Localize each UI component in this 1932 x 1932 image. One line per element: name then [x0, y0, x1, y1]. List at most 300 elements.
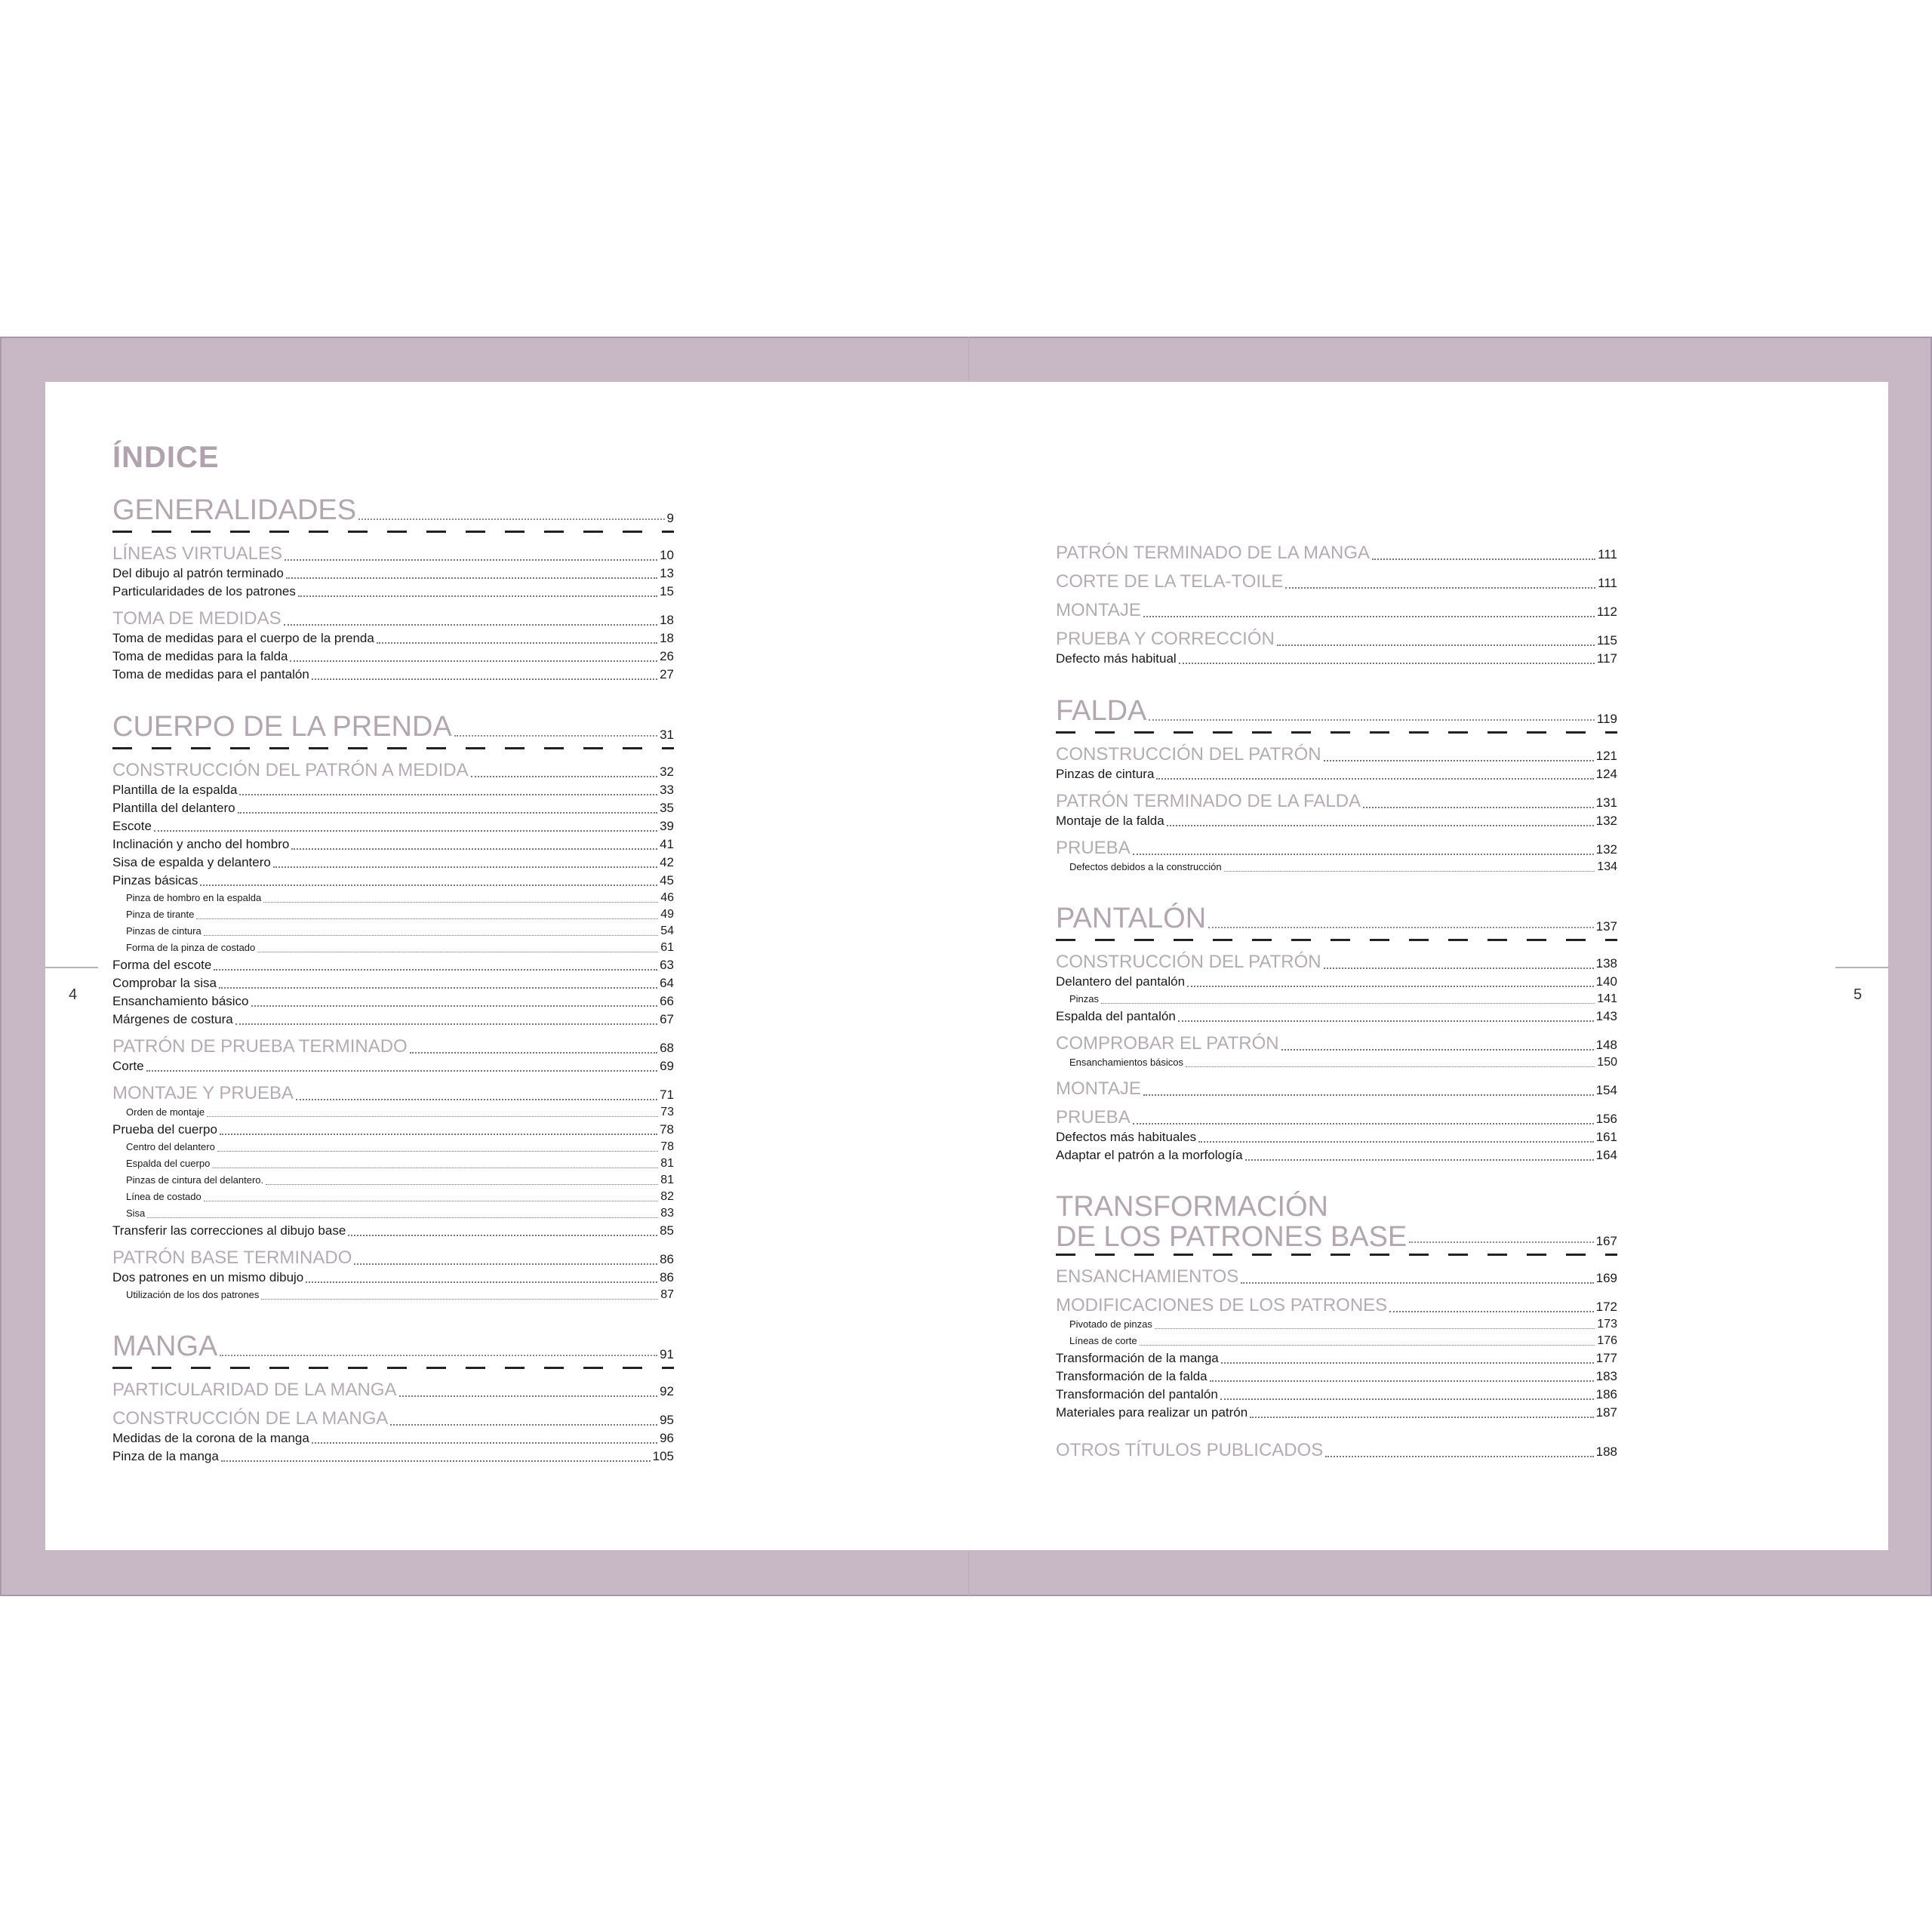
entry-title: MONTAJE: [1056, 600, 1141, 620]
entry-page: 140: [1595, 974, 1617, 989]
entry-page: 27: [660, 667, 674, 681]
dot-leader: [1186, 1066, 1595, 1067]
dot-leader: [263, 902, 658, 903]
section-heading[interactable]: [112, 760, 674, 781]
spacer: [1056, 1422, 1617, 1432]
entry-title: ENSANCHAMIENTOS: [1056, 1266, 1239, 1287]
toc-left-list: [112, 491, 674, 1466]
dot-leader: [239, 794, 657, 795]
entry-title: Espalda del cuerpo: [126, 1158, 211, 1169]
section-heading[interactable]: [1056, 952, 1617, 973]
entry-page: 68: [660, 1041, 674, 1055]
entry-page: 81: [660, 1174, 674, 1186]
entry-title: CORTE DE LA TELA-TOILE: [1056, 571, 1284, 592]
dot-leader: [266, 1184, 658, 1185]
subsection-entry[interactable]: [1056, 1008, 1617, 1026]
entry-title: Toma de medidas para el pantalón: [112, 667, 309, 681]
dot-leader: [1210, 1380, 1594, 1382]
section-heading[interactable]: [1056, 1266, 1617, 1287]
dot-leader: [207, 1116, 658, 1117]
dot-leader: [1133, 1123, 1594, 1124]
entry-page: 54: [660, 924, 674, 937]
entry-title: Líneas de corte: [1069, 1335, 1137, 1346]
entry-page: 61: [660, 941, 674, 954]
dot-leader: [251, 1005, 658, 1007]
entry-title: Forma de la pinza de costado: [126, 942, 256, 953]
minor-entry[interactable]: [112, 1139, 674, 1155]
entry-page: 86: [660, 1270, 674, 1284]
minor-entry[interactable]: [112, 906, 674, 923]
dashed-rule: [1056, 731, 1617, 734]
dot-leader: [1179, 663, 1595, 664]
section-heading[interactable]: [1056, 1078, 1617, 1100]
entry-title: Dos patrones en un mismo dibujo: [112, 1270, 304, 1284]
entry-title: Transferir las correcciones al dibujo base: [112, 1223, 346, 1238]
entry-page: 117: [1596, 651, 1617, 666]
entry-page: 141: [1597, 992, 1617, 1005]
dot-leader: [154, 830, 657, 832]
entry-title: Utilización de los dos patrones: [126, 1289, 260, 1300]
entry-page: 63: [660, 958, 674, 972]
entry-title: PATRÓN DE PRUEBA TERMINADO: [112, 1036, 408, 1057]
entry-page: 188: [1595, 1444, 1617, 1459]
entry-title: PRUEBA Y CORRECCIÓN: [1056, 629, 1275, 649]
dot-leader: [235, 1023, 657, 1025]
chapter-heading[interactable]: [1056, 692, 1617, 730]
entry-page: 124: [1595, 767, 1617, 781]
dot-leader: [1187, 986, 1594, 987]
chapter-heading[interactable]: [1056, 1222, 1617, 1252]
dot-leader: [1101, 1003, 1595, 1004]
entry-page: 42: [660, 855, 674, 869]
dot-leader: [146, 1070, 658, 1072]
left-page-number: 4: [69, 986, 78, 1003]
entry-page: 82: [660, 1190, 674, 1203]
entry-title: Materiales para realizar un patrón: [1056, 1405, 1248, 1420]
entry-title: CONSTRUCCIÓN DEL PATRÓN: [1056, 952, 1321, 972]
dot-leader: [410, 1052, 657, 1054]
entry-page: 176: [1597, 1334, 1617, 1347]
minor-entry[interactable]: [112, 890, 674, 906]
dot-leader: [1277, 645, 1595, 646]
section-heading[interactable]: [1056, 791, 1617, 812]
dot-leader: [220, 1134, 657, 1135]
subsection-entry[interactable]: [1056, 1146, 1617, 1164]
entry-title: OTROS TÍTULOS PUBLICADOS: [1056, 1440, 1324, 1460]
dot-leader: [284, 624, 657, 626]
dot-leader: [1149, 719, 1595, 721]
dot-leader: [286, 577, 657, 579]
dot-leader: [1281, 1049, 1594, 1051]
dot-leader: [200, 884, 657, 886]
entry-page: 15: [660, 584, 674, 598]
subsection-entry[interactable]: [1056, 1349, 1617, 1367]
entry-title: CONSTRUCCIÓN DEL PATRÓN A MEDIDA: [112, 760, 469, 780]
section-heading[interactable]: [1056, 1295, 1617, 1316]
subsection-entry[interactable]: [112, 583, 674, 601]
entry-title: Centro del delantero: [126, 1141, 215, 1152]
entry-page: 172: [1595, 1300, 1617, 1314]
entry-title: CONSTRUCCIÓN DEL PATRÓN: [1056, 744, 1321, 764]
minor-entry[interactable]: [112, 1287, 674, 1303]
entry-page: 169: [1595, 1271, 1617, 1285]
entry-page: 78: [660, 1122, 674, 1137]
section-heading[interactable]: [1056, 1107, 1617, 1128]
section-heading[interactable]: [1056, 600, 1617, 621]
entry-title: PANTALÓN: [1056, 903, 1207, 934]
entry-title: Pinza de hombro en la espalda: [126, 892, 262, 903]
entry-page: 111: [1598, 547, 1617, 561]
subsection-entry[interactable]: [1056, 1367, 1617, 1386]
section-heading[interactable]: [1056, 571, 1617, 592]
subsection-entry[interactable]: [112, 1011, 674, 1029]
entry-title: Sisa: [126, 1208, 146, 1219]
dot-leader: [221, 1460, 651, 1462]
subsection-entry[interactable]: [1056, 650, 1617, 668]
entry-page: 164: [1595, 1148, 1617, 1162]
entry-title: DE LOS PATRONES BASE: [1056, 1221, 1407, 1253]
entry-title: Defectos debidos a la construcción: [1069, 861, 1222, 872]
chapter-heading[interactable]: [112, 491, 674, 529]
entry-page: 49: [660, 908, 674, 921]
entry-page: 187: [1595, 1405, 1617, 1420]
subsection-entry[interactable]: [112, 835, 674, 854]
section-heading[interactable]: [1056, 744, 1617, 765]
entry-title: Medidas de la corona de la manga: [112, 1431, 309, 1445]
entry-page: 32: [660, 764, 674, 779]
entry-page: 92: [660, 1384, 674, 1398]
section-heading[interactable]: [1056, 629, 1617, 650]
dot-leader: [1241, 1282, 1593, 1284]
entry-title: COMPROBAR EL PATRÓN: [1056, 1033, 1279, 1054]
dot-leader: [291, 848, 657, 850]
right-page-number: 5: [1854, 986, 1863, 1003]
entry-title: Escote: [112, 819, 152, 833]
subsection-entry[interactable]: [112, 781, 674, 799]
entry-title: Línea de costado: [126, 1191, 202, 1202]
dot-leader: [312, 1442, 657, 1444]
dot-leader: [377, 642, 657, 644]
entry-page: 45: [660, 873, 674, 888]
entry-page: 95: [660, 1413, 674, 1427]
entry-title: Pinzas de cintura: [126, 925, 202, 937]
dot-leader: [273, 866, 657, 868]
minor-entry[interactable]: [112, 1104, 674, 1121]
subsection-entry[interactable]: [1056, 765, 1617, 783]
subsection-entry[interactable]: [112, 799, 674, 817]
entry-title: Delantero del pantalón: [1056, 974, 1186, 989]
subsection-entry[interactable]: [112, 872, 674, 890]
dot-leader: [296, 1099, 657, 1100]
dot-leader: [1285, 587, 1595, 589]
dot-leader: [1198, 1141, 1593, 1143]
section-heading[interactable]: [112, 543, 674, 565]
entry-title: Montaje de la falda: [1056, 814, 1164, 828]
entry-page: 131: [1595, 795, 1617, 810]
entry-title: Márgenes de costura: [112, 1012, 233, 1026]
entry-title: Corte: [112, 1059, 144, 1073]
dashed-rule: [1056, 1254, 1617, 1256]
entry-page: 161: [1595, 1130, 1617, 1144]
dot-leader: [358, 518, 664, 520]
dot-leader: [1167, 825, 1594, 826]
entry-page: 143: [1595, 1009, 1617, 1023]
dot-leader: [471, 776, 657, 777]
entry-page: 148: [1595, 1038, 1617, 1052]
subsection-entry[interactable]: [112, 565, 674, 583]
entry-page: 46: [660, 891, 674, 904]
minor-entry[interactable]: [112, 940, 674, 956]
dot-leader: [261, 1299, 658, 1300]
entry-page: 156: [1595, 1112, 1617, 1126]
dashed-rule: [112, 747, 674, 749]
entry-title: PATRÓN BASE TERMINADO: [112, 1247, 352, 1268]
entry-page: 138: [1595, 956, 1617, 971]
entry-page: 87: [660, 1288, 674, 1301]
entry-title: LÍNEAS VIRTUALES: [112, 543, 282, 564]
section-heading[interactable]: [112, 1036, 674, 1057]
minor-entry[interactable]: [112, 923, 674, 940]
subsection-entry[interactable]: [112, 1121, 674, 1139]
subsection-entry[interactable]: [112, 974, 674, 992]
entry-title: Espalda del pantalón: [1056, 1009, 1176, 1023]
entry-title: Plantilla de la espalda: [112, 783, 238, 797]
entry-page: 134: [1597, 860, 1617, 873]
dot-leader: [196, 918, 658, 919]
subsection-entry[interactable]: [112, 956, 674, 974]
entry-title: MANGA: [112, 1331, 218, 1362]
entry-page: 177: [1595, 1351, 1617, 1365]
entry-page: 85: [660, 1223, 674, 1238]
entry-page: 73: [660, 1106, 674, 1118]
entry-title: MONTAJE: [1056, 1078, 1141, 1099]
minor-entry[interactable]: [1056, 859, 1617, 875]
minor-entry[interactable]: [112, 1189, 674, 1205]
dot-leader: [217, 1151, 658, 1152]
entry-title: Del dibujo al patrón terminado: [112, 566, 284, 580]
entry-page: 67: [660, 1012, 674, 1026]
dot-leader: [1250, 1417, 1593, 1418]
entry-title: Toma de medidas para la falda: [112, 649, 288, 663]
entry-title: PATRÓN TERMINADO DE LA FALDA: [1056, 791, 1361, 811]
entry-page: 18: [660, 631, 674, 645]
minor-entry[interactable]: [1056, 1333, 1617, 1349]
right-margin-rule: [1835, 967, 1888, 968]
entry-page: 86: [660, 1252, 674, 1266]
dot-leader: [1324, 760, 1594, 761]
entry-page: 41: [660, 837, 674, 851]
dot-leader: [219, 987, 657, 989]
entry-page: 112: [1596, 605, 1617, 619]
entry-title: Pinzas: [1069, 993, 1100, 1004]
entry-title: CUERPO DE LA PRENDA: [112, 711, 452, 743]
entry-page: 83: [660, 1207, 674, 1220]
dot-leader: [1324, 968, 1594, 969]
entry-page: 71: [660, 1088, 674, 1102]
entry-title: GENERALIDADES: [112, 494, 357, 526]
entry-title: Adaptar el patrón a la morfología: [1056, 1148, 1243, 1162]
subsection-entry[interactable]: [1056, 1128, 1617, 1146]
entry-page: 31: [660, 728, 674, 742]
dot-leader: [454, 735, 657, 737]
dot-leader: [1140, 1345, 1595, 1346]
minor-entry[interactable]: [112, 1205, 674, 1222]
entry-title: Inclinación y ancho del hombro: [112, 837, 290, 851]
dot-leader: [220, 1355, 657, 1356]
entry-page: 186: [1595, 1387, 1617, 1401]
entry-page: 173: [1597, 1318, 1617, 1331]
chapter-heading-line1: TRANSFORMACIÓN: [1056, 1191, 1328, 1223]
minor-entry[interactable]: [1056, 1054, 1617, 1071]
subsection-entry[interactable]: [112, 1222, 674, 1240]
dot-leader: [298, 595, 657, 597]
entry-page: 18: [660, 613, 674, 627]
section-heading[interactable]: [112, 1408, 674, 1429]
entry-title: Forma del escote: [112, 958, 212, 972]
entry-title: Transformación del pantalón: [1056, 1387, 1218, 1401]
minor-entry[interactable]: [112, 1155, 674, 1172]
entry-page: 13: [660, 566, 674, 580]
entry-title: Pivotado de pinzas: [1069, 1318, 1152, 1330]
section-heading[interactable]: [1056, 838, 1617, 859]
dot-leader: [354, 1263, 657, 1265]
subsection-entry[interactable]: [112, 1447, 674, 1466]
entry-title: PATRÓN TERMINADO DE LA MANGA: [1056, 543, 1371, 563]
dot-leader: [312, 678, 657, 680]
chapter-heading[interactable]: [112, 1327, 674, 1365]
entry-page: 119: [1596, 712, 1617, 726]
dot-leader: [1224, 871, 1595, 872]
minor-entry[interactable]: [112, 1172, 674, 1189]
section-heading[interactable]: [1056, 1033, 1617, 1054]
subsection-entry[interactable]: [1056, 1386, 1617, 1404]
entry-page: 115: [1596, 633, 1617, 648]
dot-leader: [306, 1281, 657, 1283]
subsection-entry[interactable]: [1056, 973, 1617, 991]
entry-title: Toma de medidas para el cuerpo de la prenda: [112, 631, 374, 645]
dot-leader: [1156, 778, 1593, 780]
dot-leader: [1325, 1456, 1593, 1457]
dot-leader: [1372, 558, 1595, 560]
entry-title: FALDA: [1056, 695, 1147, 727]
section-heading[interactable]: [112, 1083, 674, 1104]
dashed-rule: [1056, 939, 1617, 941]
section-heading[interactable]: [1056, 543, 1617, 564]
entry-title: Comprobar la sisa: [112, 976, 217, 990]
dot-leader: [147, 1217, 658, 1218]
entry-page: 9: [666, 511, 674, 525]
entry-title: Sisa de espalda y delantero: [112, 855, 271, 869]
dot-leader: [1389, 1311, 1593, 1312]
chapter-heading[interactable]: [1056, 900, 1617, 937]
section-heading[interactable]: [112, 608, 674, 629]
entry-title: Transformación de la manga: [1056, 1351, 1219, 1365]
dot-leader: [1143, 616, 1595, 617]
subsection-entry[interactable]: [112, 992, 674, 1011]
toc-right-list: [1056, 543, 1617, 1461]
section-heading[interactable]: [1056, 1440, 1617, 1461]
entry-page: 64: [660, 976, 674, 990]
subsection-entry[interactable]: [112, 1429, 674, 1447]
subsection-entry[interactable]: [112, 629, 674, 648]
dot-leader: [1221, 1362, 1594, 1364]
entry-page: 154: [1595, 1083, 1617, 1097]
entry-title: Pinza de tirante: [126, 909, 195, 920]
dot-leader: [1245, 1159, 1594, 1161]
dot-leader: [348, 1235, 657, 1236]
entry-page: 10: [660, 548, 674, 562]
chapter-heading[interactable]: [112, 708, 674, 746]
section-heading[interactable]: [112, 1380, 674, 1401]
entry-page: 96: [660, 1431, 674, 1445]
subsection-entry[interactable]: [112, 1269, 674, 1287]
subsection-entry[interactable]: [1056, 812, 1617, 830]
toc-right-column: [1056, 543, 1617, 1461]
entry-title: PARTICULARIDAD DE LA MANGA: [112, 1380, 397, 1400]
entry-page: 132: [1595, 814, 1617, 828]
entry-page: 105: [652, 1449, 674, 1463]
dot-leader: [1178, 1020, 1594, 1022]
subsection-entry[interactable]: [1056, 1404, 1617, 1422]
entry-page: 35: [660, 801, 674, 815]
dot-leader: [1220, 1398, 1594, 1400]
entry-title: MODIFICACIONES DE LOS PATRONES: [1056, 1295, 1388, 1315]
entry-page: 69: [660, 1059, 674, 1073]
entry-page: 137: [1595, 919, 1617, 934]
entry-page: 78: [660, 1140, 674, 1153]
index-title: ÍNDICE: [112, 441, 220, 474]
entry-title: CONSTRUCCIÓN DE LA MANGA: [112, 1408, 389, 1429]
entry-page: 132: [1595, 842, 1617, 857]
dot-leader: [1143, 1094, 1594, 1096]
minor-entry[interactable]: [1056, 991, 1617, 1008]
toc-left-column: [112, 434, 674, 1466]
entry-page: 91: [660, 1347, 674, 1361]
entry-title: Defecto más habitual: [1056, 651, 1177, 666]
dot-leader: [1363, 807, 1594, 808]
subsection-entry[interactable]: [112, 854, 674, 872]
entry-page: 167: [1595, 1234, 1617, 1248]
dot-leader: [1208, 927, 1593, 928]
entry-title: Pinza de la manga: [112, 1449, 219, 1463]
entry-page: 66: [660, 994, 674, 1008]
entry-page: 81: [660, 1157, 674, 1170]
entry-title: Particularidades de los patrones: [112, 584, 296, 598]
dot-leader: [1409, 1241, 1593, 1243]
dot-leader: [204, 935, 658, 936]
entry-page: 150: [1597, 1056, 1617, 1069]
section-heading[interactable]: [112, 1247, 674, 1269]
subsection-entry[interactable]: [112, 817, 674, 835]
entry-title: Orden de montaje: [126, 1106, 205, 1118]
entry-title: Pinzas básicas: [112, 873, 198, 888]
entry-page: 33: [660, 783, 674, 797]
dot-leader: [238, 812, 658, 814]
entry-title: MONTAJE Y PRUEBA: [112, 1083, 294, 1103]
entry-title: PRUEBA: [1056, 1107, 1131, 1128]
subsection-entry[interactable]: [112, 666, 674, 684]
entry-title: Prueba del cuerpo: [112, 1122, 217, 1137]
subsection-entry[interactable]: [112, 648, 674, 666]
subsection-entry[interactable]: [112, 1057, 674, 1075]
minor-entry[interactable]: [1056, 1316, 1617, 1333]
entry-title: Ensanchamiento básico: [112, 994, 249, 1008]
dot-leader: [1155, 1328, 1595, 1329]
dot-leader: [390, 1424, 657, 1426]
dashed-rule: [112, 531, 674, 533]
left-margin-rule: [45, 967, 98, 968]
entry-title: Pinzas de cintura: [1056, 767, 1155, 781]
